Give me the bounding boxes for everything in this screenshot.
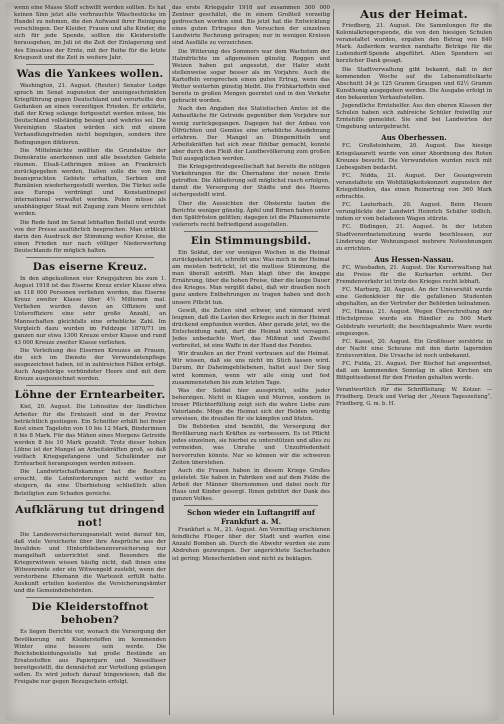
article-text: Die Stadtverwaltung gibt bekannt, daß in der kommenden Woche auf die Lebensmittelkarte Abschnitt 34 je 125 Gramm Graupen und 62½ Gramm Kunsthonig ausgegeben werden. Die Ausgabe erfolgt in den bekannten Verkaufsstellen. xyxy=(336,66,492,101)
headline-stimmungsbild: Ein Stimmungsbild. xyxy=(190,234,312,247)
column-divider xyxy=(333,9,334,715)
separator xyxy=(26,385,154,386)
article-text: Frankfurt a. M., 21. August. Am Vormittag erschienen feindliche Flieger über der Stadt und warfen eine Anzahl Bomben ab. Durch die Abwehr wurden sie zum Abdrehen gezwungen. Der angerichtete Sachschaden ist gering; Menschenleben sind nicht zu beklagen. xyxy=(172,527,330,562)
article-text: Was der Soldat hier ausspricht, sollte jeder beherzigen. Nicht in Klagen und Murren, sondern in treuer Pflichterfüllung zeigt sich die wahre Liebe zum Vaterlande. Möge die Heimat sich der Helden würdig erweisen, die draußen für sie kämpfen und bluten. xyxy=(172,387,330,423)
separator xyxy=(184,505,318,506)
article-text: Die Kriegsgetreidegesellschaft hat bereits die nötigen Vorkehrungen für die Übernahme der neuen Ernte getroffen. Die Ablieferung soll möglichst rasch erfolgen, damit die Versorgung der Städte und des Heeres sichergestellt wird. xyxy=(172,164,330,199)
separator xyxy=(184,231,318,232)
article-text: Jugendliche Erntehelfer. Aus den oberen Klassen der Schulen haben sich zahlreiche Schüler freiwillig zur Erntehilfe gemeldet. Sie sind bei Landwirten der Umgebung untergebracht. xyxy=(336,103,492,131)
headline-aus-der-heimat: Aus der Heimat. xyxy=(360,7,468,21)
article-text: FC. Büdingen, 21. August. In der letzten Stadtverordnetensitzung wurde beschlossen, zur Linderung der Wohnungsnot mehrere Notwohnungen zu errichten. xyxy=(336,224,492,252)
article-text: wenn eine Masse Stoff schwillt werden sollten. Es hat keinen Sinn jetzt alte verbrauchte Wäschestücke im Handel zu nehmen, die den Aufwand ihrer Reinigung verschlingen. Der Kleider, Frauen und alte Kinder, die sich für jede Spende, sollten die Kleiderstoffe herausgehen, im Juli ist die Zeit der Einlagerung und des Einsatzes der Ernte, mit der Reihe für die letzte Kriegszeit und die Zeit in weitere Jahr. xyxy=(14,5,166,61)
separator xyxy=(26,500,154,501)
article-text: Friedberg, 21. August. Die Sammlungen für die Kolonialkriegerspende, die von den hiesigen Schulen veranstaltet wurden, ergaben den Betrag von 840 Mark. Außerdem wurden namhafte Beträge für die Ludendorff-Spende abgeführt. Allen Spendern sei herzlicher Dank gesagt. xyxy=(336,23,492,65)
article-text: FC. Kassel, 20. August. Ein Großfeuer zerstörte in der Nacht eine Scheune mit den darin lagernden Erntevorräten. Die Ursache ist noch unbekannt. xyxy=(336,338,492,359)
article-text: FC. Lauterbach, 20. August. Beim Heuen verunglückte der Landwirt Heinrich Schäfer tödlich, indem er vom beladenen Wagen stürzte. xyxy=(336,202,492,223)
newspaper-page xyxy=(6,3,498,721)
article-text: Ein Soldat, der vor wenigen Wochen in die Heimat zurückgekehrt ist, schreibt uns: Was mich in der Heimat am meisten bedrückt, ist die mutlose Stimmung, die man überall antrifft. Man klagt über die knappe Ernährung, über die hohen Preise, über die lange Dauer des Krieges. Man vergißt dabei, daß wir draußen noch ganz andere Entbehrungen zu tragen haben und doch unsere Pflicht tun. xyxy=(172,249,330,306)
headline-luftangriff: Schon wieder ein Luftangriff auf Frankfurt a. M. xyxy=(187,508,315,527)
article-text: FC. Nidda, 21. August. Der Gesangverein veranstaltete ein Wohltätigkeitskonzert zugunsten der Kriegsblinden, das einen Reinertrag von 360 Mark erbrachte. xyxy=(336,172,492,201)
separator xyxy=(26,597,154,598)
column-middle xyxy=(172,5,330,719)
article-text: Es liegen Berichte vor, wonach die Versorgung der Bevölkerung mit Kleiderstoffen im kommenden Winter eine bessere sein werde. Die Reichsbekleidungsstelle hat große Bestände an Ersatzstoffen aus Papiergarn und Nesselfaser bereitgestellt, die demnächst zur Verteilung gelangen sollen. Es wird jedoch darauf hingewiesen, daß die Freigabe nur gegen Bezugschein erfolgt. xyxy=(14,629,166,686)
article-text: Über die Aussichten der Obsternte lauten die Berichte weniger günstig. Äpfel und Birnen haben unter den Spätfrösten gelitten; dagegen ist die Pflaumenernte vielerorts recht befriedigend ausgefallen. xyxy=(172,200,330,228)
headline-aufklaerung: Aufklärung tut dringend not! xyxy=(15,503,165,529)
article-text: Die Behörden sind bemüht, die Versorgung der Bevölkerung nach Kräften zu verbessern. Es ist Pflicht jedes einzelnen, sie hierbei zu unterstützen und alles zu vermeiden, was Unruhe und Unzufriedenheit hervorrufen könnte. Nur so können wir die schweren Zeiten überstehen. xyxy=(172,424,330,466)
column-divider xyxy=(169,9,170,715)
headline-oberhessen: Aus Oberhessen. xyxy=(381,133,447,143)
headline-kleiderstoffnot: Die Kleiderstoffnot behoben? xyxy=(31,601,149,627)
article-text: Die Landwirtschaftskammer hat die Besitzer ersucht, die Lohnforderungen nicht weiter zu steigern, da eine Überbietung schließlich allen Beteiligten zum Schaden gereiche. xyxy=(14,469,166,497)
article-text: das erste Kriegsjahr 1918 auf zusammen 300 000 Zentner geschätzt, die in einem Großteil vorzeitig gedroschen worden sind. Bis jetzt hat die Entwicklung eines guten Ertrages den Versuchen der einzelnen Landwirte Rechnung getragen; nur in wenigen Kreisen sind Ausfälle zu verzeichnen. xyxy=(172,5,330,47)
article-text: Die Landesversicherungsanstalt weist darauf hin, daß viele Versicherte über ihre Ansprüche aus der Invaliden- und Hinterbliebenenversicherung nur mangelhaft unterrichtet sind. Besonders die Kriegerwitwen wissen häufig nicht, daß ihnen eine Witwenrente oder ein Witwengeld zusteht, wenn der verstorbene Ehemann die Wartezeit erfüllt hatte. Auskunft erteilen kostenlos die Versicherungsämter und die Gemeindebehörden. xyxy=(14,531,166,595)
column-right xyxy=(336,5,492,719)
column-left xyxy=(14,5,166,719)
headline-yankees: Was die Yankees wollen. xyxy=(16,67,164,80)
headline-erntearbeiter: Löhne der Erntearbeiter. xyxy=(14,389,166,402)
article-text: Die Witterung des Sommers war dem Wachstum der Halmfrüchte im allgemeinen günstig. Roggen und Weizen haben gut angesetzt, der Hafer steht stellenweise sogar besser als im Vorjahre. Auch die Kartoffeln versprechen einen guten Ertrag, wenn das Wetter weiterhin günstig bleibt. Die Frühkartoffeln sind bereits in großen Mengen geerntet und in den Verkehr gebracht worden. xyxy=(172,48,330,105)
separator xyxy=(26,257,154,258)
article-text: FC. Wiesbaden, 21. August. Die Kurverwaltung hat die Preise für die Kurkarten erhöht. Der Fremdenverkehr ist trotz des Krieges recht lebhaft. xyxy=(336,264,492,285)
article-text: Nach den Angaben des Statistischen Amtes ist die Anbaufläche für Getreide gegenüber dem Vorjahre nur wenig zurückgegangen. Dagegen hat der Anbau von Ölfrüchten und Gemüse eine erhebliche Ausdehnung erfahren. Der Mangel an Düngemitteln und Arbeitskräften hat sich zwar fühlbar gemacht, konnte aber durch den Fleiß der Landbevölkerung zum großen Teil ausgeglichen werden. xyxy=(172,106,330,162)
article-text: FC. Marburg, 20. August. An der Universität wurde eine Gedenkfeier für die gefallenen Studenten abgehalten, an der Vertreter der Behörden teilnahmen. xyxy=(336,287,492,308)
article-text: Auch die Frauen haben in diesem Kriege Großes geleistet. Sie haben in Fabriken und auf dem Felde die Arbeit der Männer übernommen und dabei noch für Haus und Kinder gesorgt. Ihnen gebührt der Dank des ganzen Volkes. xyxy=(172,467,330,503)
article-text: FC. Großsteinheim, 20. August. Das hiesige Kriegslazarett wurde von einer Abordnung des Roten Kreuzes besucht. Die Verwundeten wurden reich mit Liebesgaben bedacht. xyxy=(336,143,492,171)
article-text: In den abgelaufenen vier Kriegsjahren bis zum 1. August 1918 ist das Eiserne Kreuz erster Klasse etwa an 118 000 Personen verliehen worden, das Eiserne Kreuz zweiter Klasse über 4½ Millionen mal. Verliehen wurden davon an Offiziere und Unteroffiziere eine sehr große Anzahl, an Mannschaften gleichfalls eine erhebliche Zahl. Im Vergleich dazu wurden im Feldzuge 1870/71 im ganzen nur etwa 1300 Kreuze erster Klasse und rund 43 000 Kreuze zweiter Klasse verliehen. xyxy=(14,276,166,346)
article-text: FC. Fulda, 21. August. Der Bischof hat angeordnet, daß am kommenden Sonntag in allen Kirchen ein Bittgottesdienst für den Frieden gehalten werde. xyxy=(336,361,492,382)
separator xyxy=(386,384,442,385)
article-text: Gewiß, die Zeiten sind schwer, und niemand wird leugnen, daß die Lasten des Krieges auch in der Heimat drückend empfunden werden. Aber gerade jetzt, wo die Entscheidung naht, darf die Heimat nicht versagen. Jedes unbedachte Wort, das Mißmut und Zweifel verbreitet, ist eine Waffe in der Hand des Feindes. xyxy=(172,307,330,350)
separator xyxy=(26,64,154,65)
article-text: Washington, 21. August. (Reuter.) Senator Lodge sprach im Senat zugunsten der uneingeschränkten Kriegführung gegen Deutschland und verurteilte den Gedanken an einen vorzeitigen Frieden. Er erklärte, daß der Krieg solange fortgesetzt werden müsse, bis Deutschland vollständig besiegt und wehrlos sei. Die Vereinigten Staaten würden sich mit einem Verhandlungsfrieden nicht begnügen, sondern ihre Bedingungen diktieren. xyxy=(14,82,166,146)
article-text: Die Verleihung des Eisernen Kreuzes an Frauen, die sich im Dienste der Verwundetenpflege ausgezeichnet haben, ist in zahlreichen Fällen erfolgt. Auch Angehörige verbündeter Heere sind mit dem Kreuze ausgezeichnet worden. xyxy=(14,347,166,383)
article-text: Die Mittelmächte müßten die Grundsätze der Demokratie anerkennen und alle besetzten Gebiete räumen. Elsaß-Lothringen müsse an Frankreich zurückgegeben werden, Italien solle die von ihm beanspruchten Gebiete erhalten, Serbien und Rumänien wiederhergestellt werden. Die Türkei solle aus Europa verdrängt und Konstantinopel international verwaltet werden. Polen müsse als unabhängiger Staat mit Zugang zum Meere errichtet werden. xyxy=(14,147,166,218)
imprint-footer: Verantwortlich für die Schriftleitung: W. Kotzer. — Friedberg. Druck und Verlag der „Neuen Tageszeitung“, Friedberg, G. m. b. H. xyxy=(336,387,492,407)
headline-hessen-nassau: Aus Hessen-Nassau. xyxy=(374,254,454,264)
article-text: Die Rede fand im Senat lebhaften Beifall und wurde von der Presse ausführlich besprochen. Man erblickt darin den Ausdruck der Stimmung weiter Kreise, die einen Frieden nur nach völliger Niederwerfung Deutschlands für möglich halten. xyxy=(14,219,166,254)
article-text: Kiel, 20. August. Die Lohnsätze der ländlichen Arbeiter für die Erntezeit sind in der Provinz beträchtlich gestiegen. Ein Schnitter erhält bei freier Kost einen Tagelohn von 10 bis 12 Mark, Binderinnen 6 bis 8 Mark. Für das Mähen eines Morgens Getreide werden 8 bis 10 Mark gezahlt. Trotz dieser hohen Löhne ist der Mangel an Arbeitskräften groß, so daß vielfach Kriegsgefangene und Schulkinder zur Erntearbeit herangezogen werden müssen. xyxy=(14,404,166,468)
article-text: Wir draußen an der Front vertrauen auf die Heimat. Wir wissen, daß sie uns nicht im Stich lassen wird. Darum, ihr Daheimgebliebenen, haltet aus! Der Sieg wird kommen, wenn wir alle einig und fest zusammenstehen bis zum letzten Tage. xyxy=(172,351,330,386)
article-text: FC. Hanau, 21. August. Wegen Überschreitung der Höchstpreise wurde ein Händler zu 500 Mark Geldstrafe verurteilt; die beschlagnahmte Ware wurde eingezogen. xyxy=(336,309,492,337)
headline-eiserne-kreuz: Das eiserne Kreuz. xyxy=(32,261,148,273)
